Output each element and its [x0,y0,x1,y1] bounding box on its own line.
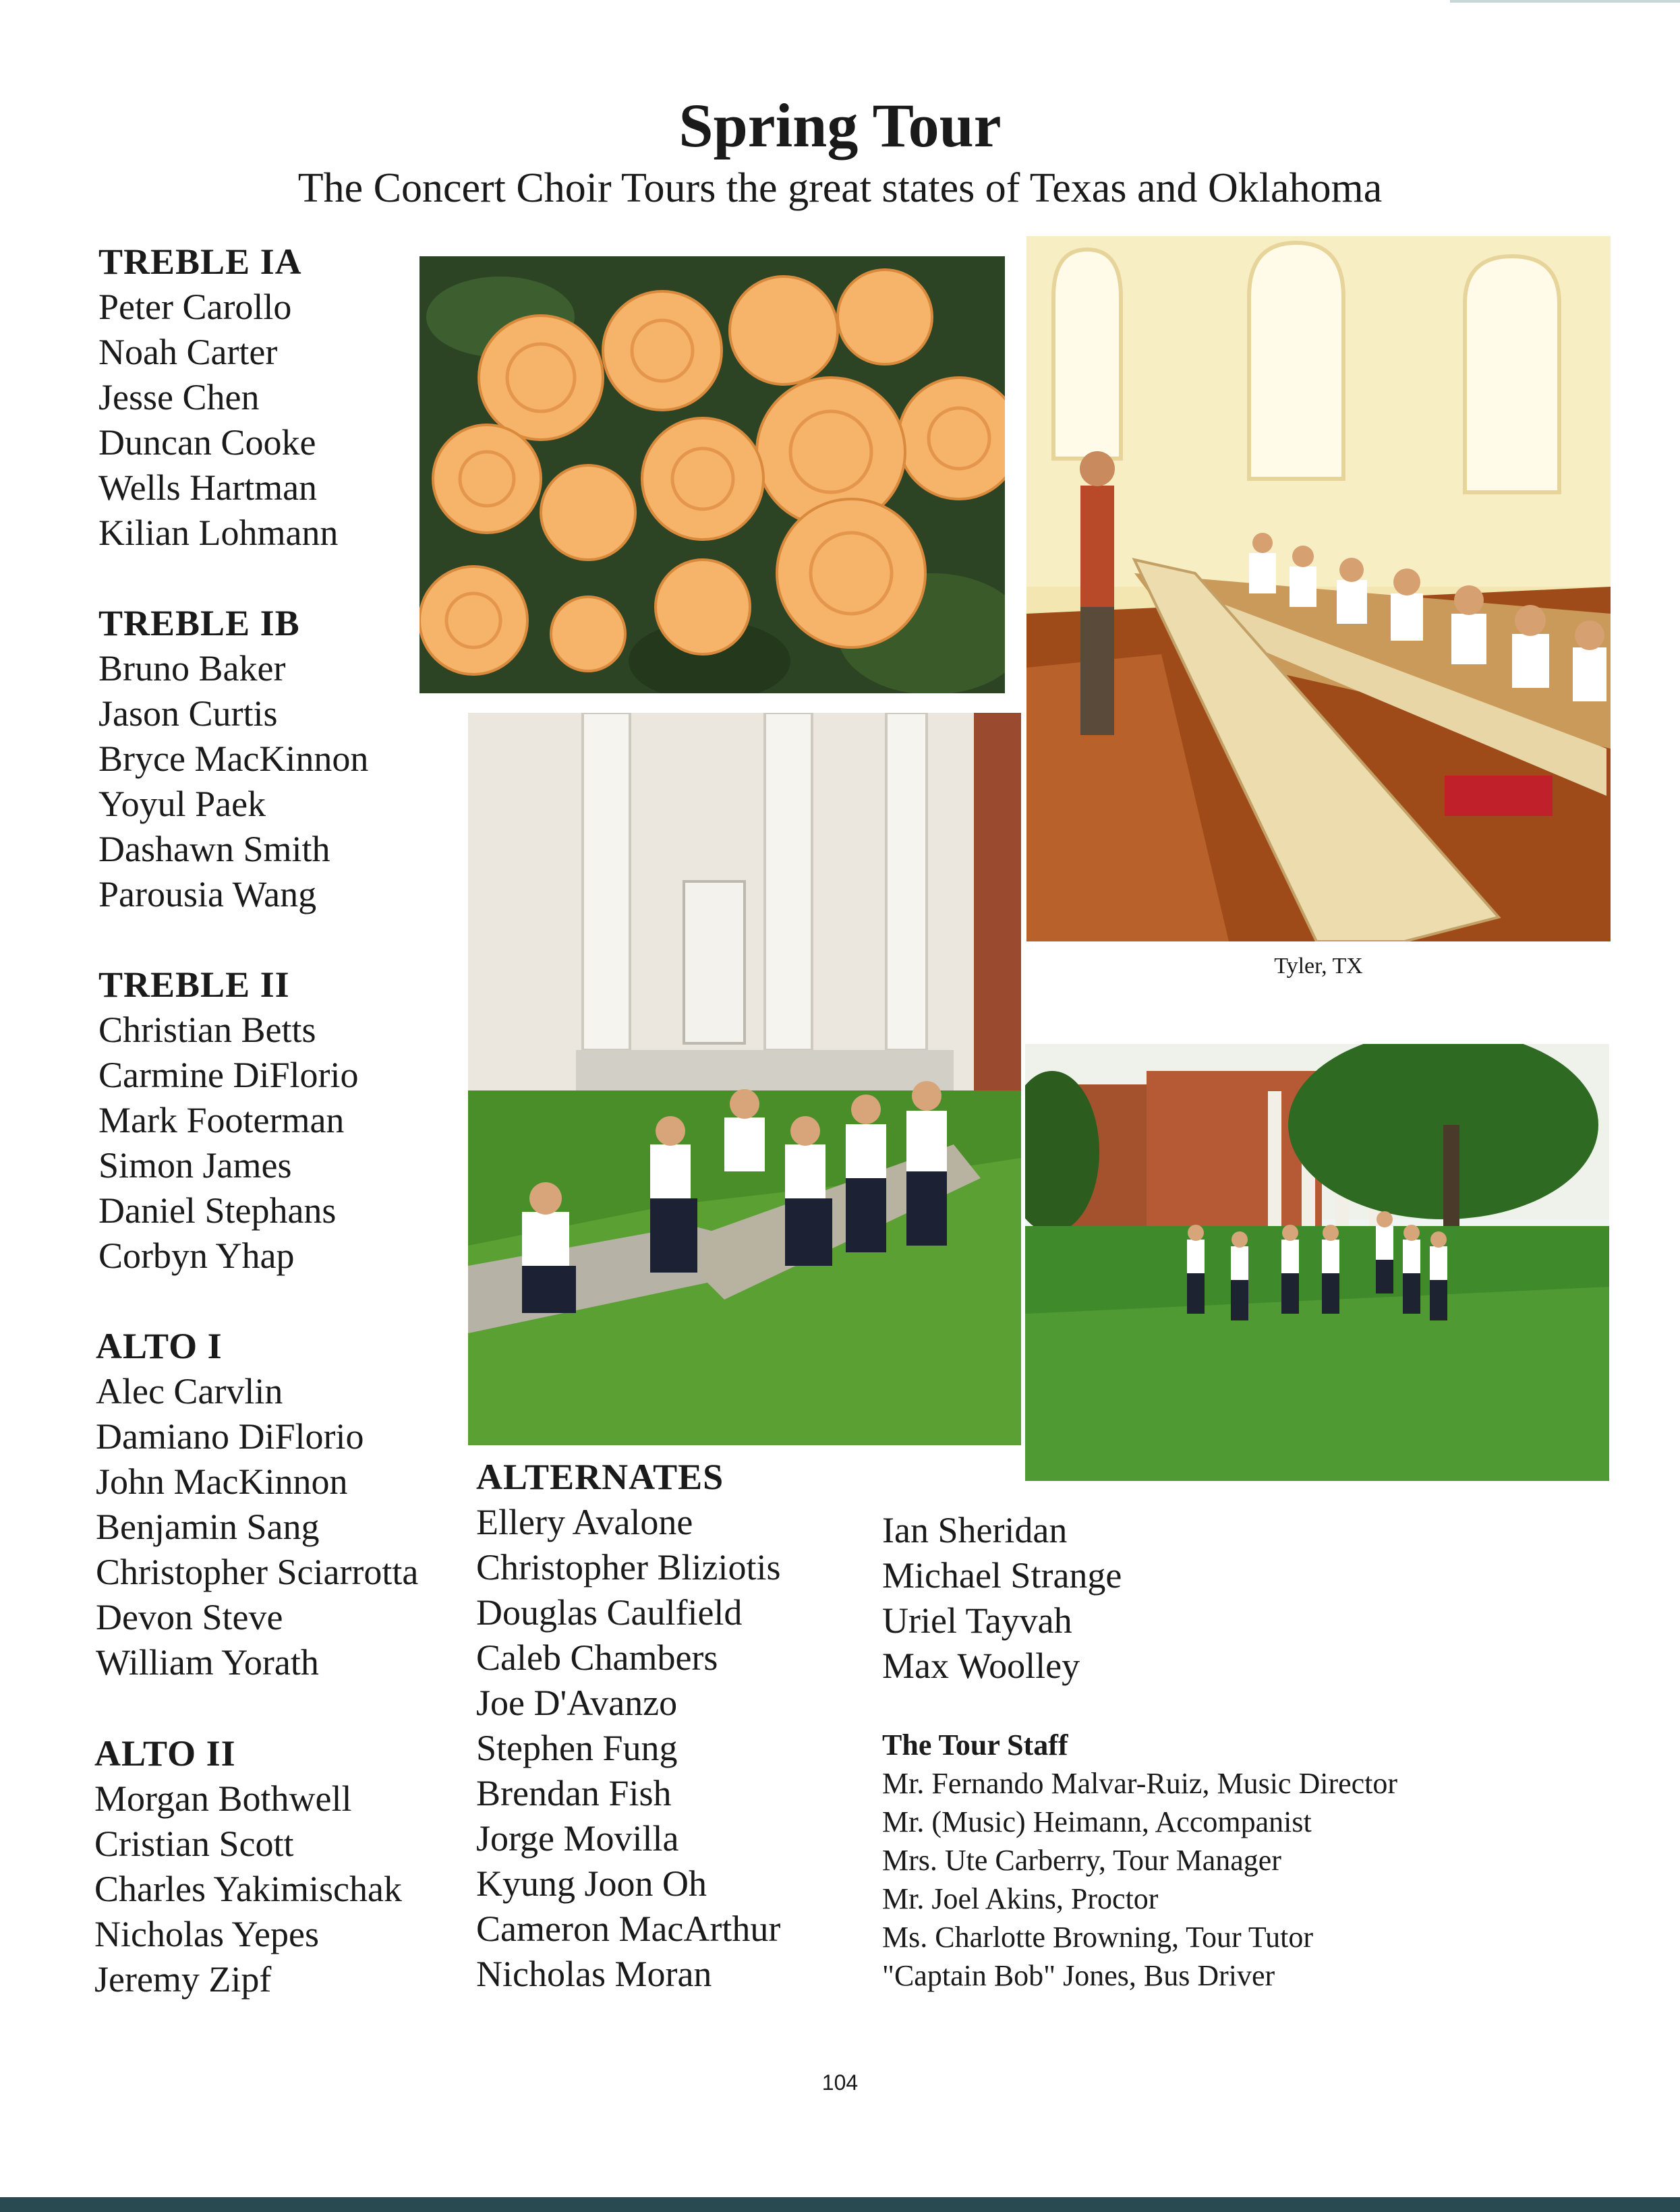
roster-name: Daniel Stephans [98,1190,337,1231]
section-heading: TREBLE IB [98,603,300,643]
roster-name: Ian Sheridan [882,1510,1068,1550]
building-steps-photo [468,713,1021,1445]
section-alternates [476,1455,781,1997]
roster-name: Christopher Sciarrotta [96,1552,419,1592]
roster-name: Jesse Chen [98,377,260,417]
roster-name: Bryce MacKinnon [98,738,369,779]
section-heading: ALTO I [96,1326,223,1366]
roses-image [419,256,1005,693]
roster-name: Wells Hartman [98,467,318,508]
roster-name: Douglas Caulfield [476,1592,743,1633]
roster-name: Peter Carollo [98,287,292,327]
roster-name: Carmine DiFlorio [98,1055,359,1095]
roster-name: Benjamin Sang [96,1507,320,1547]
staff-member: Mr. (Music) Heimann, Accompanist [882,1805,1312,1838]
roster-name: Jason Curtis [98,693,278,734]
staff-member: Ms. Charlotte Browning, Tour Tutor [882,1921,1314,1954]
roster-name: Damiano DiFlorio [96,1416,364,1457]
roster-name: Nicholas Yepes [94,1914,319,1954]
section-treble-ia [98,239,338,556]
roster-name: Brendan Fish [476,1773,672,1813]
roster-name: Kilian Lohmann [98,513,339,553]
roster-name: Corbyn Yhap [98,1235,295,1276]
church-interior-image [1026,236,1611,941]
roster-name: Charles Yakimischak [94,1869,402,1909]
roster-name: Alec Carvlin [96,1371,283,1411]
building-steps-image [468,713,1021,1445]
roster-name: Nicholas Moran [476,1954,712,1994]
staff-heading: The Tour Staff [882,1728,1068,1762]
roster-name: Devon Steve [96,1597,283,1637]
lawn-image [1025,1044,1609,1481]
roster-name: Stephen Fung [476,1728,678,1768]
roster-name: Simon James [98,1145,292,1186]
roster-name: Parousia Wang [98,874,317,914]
section-tour-staff [882,1726,1397,1995]
staff-member: Mr. Fernando Malvar-Ruiz, Music Director [882,1767,1398,1800]
roster-name: Ellery Avalone [476,1502,693,1542]
roster-name: Mark Footerman [98,1100,345,1140]
photo-caption: Tyler, TX [1274,954,1363,979]
roster-name: Duncan Cooke [98,422,316,463]
staff-member: Mrs. Ute Carberry, Tour Manager [882,1844,1281,1877]
roster-name: Jorge Movilla [476,1818,679,1859]
section-heading: ALTO II [94,1733,236,1774]
roster-name: Morgan Bothwell [94,1778,352,1819]
page-number: 104 [821,2070,859,2095]
page-title: Spring Tour [678,91,1002,160]
roster-name: John MacKinnon [96,1461,348,1502]
lawn-photo [1025,1044,1609,1481]
roster-name: Bruno Baker [98,648,286,689]
church-interior-photo [1026,236,1611,941]
section-heading: TREBLE II [98,964,290,1005]
roster-name: Max Woolley [882,1646,1080,1686]
section-alto-ii [94,1731,402,2002]
page-subtitle: The Concert Choir Tours the great states of Texas and Oklahoma [297,165,1383,211]
section-treble-ii [98,962,358,1279]
roster-name: Jeremy Zipf [94,1959,272,2000]
roster-name: Christian Betts [98,1010,316,1050]
roster-name: Noah Carter [98,332,278,372]
roster-name: Christopher Bliziotis [476,1547,781,1588]
section-treble-ib [98,601,368,917]
roster-name: Cameron MacArthur [476,1909,781,1949]
roster-name: Michael Strange [882,1555,1122,1596]
top-edge-strip [1450,0,1680,3]
roster-name: Uriel Tayvah [882,1600,1072,1641]
roster-name: Yoyul Paek [98,784,266,824]
roster-name: Kyung Joon Oh [476,1863,707,1904]
roster-name: Cristian Scott [94,1824,294,1864]
staff-member: "Captain Bob" Jones, Bus Driver [882,1959,1275,1992]
roster-name: William Yorath [96,1642,319,1683]
roster-name: Caleb Chambers [476,1637,718,1678]
section-alternates-continued [882,1508,1122,1689]
staff-member: Mr. Joel Akins, Proctor [882,1882,1159,1915]
roster-name: Dashawn Smith [98,829,330,869]
roses-photo [419,256,1005,693]
roster-name: Joe D'Avanzo [476,1683,678,1723]
section-heading: TREBLE IA [98,241,302,282]
bottom-edge-strip [0,2197,1680,2212]
section-alto-i [96,1324,418,1685]
section-heading: ALTERNATES [476,1457,724,1497]
